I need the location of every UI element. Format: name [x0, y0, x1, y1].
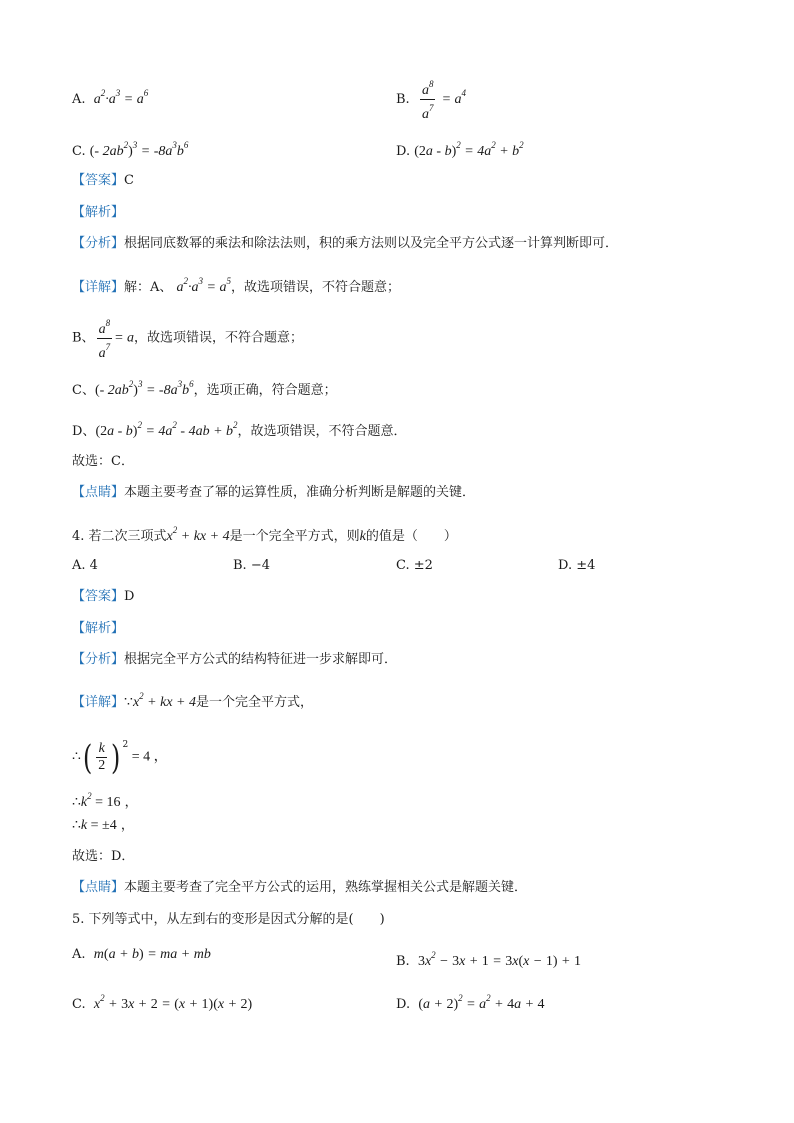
- math-expression: $x^2 + 3x + 2 = (x + 1)(x + 2)$: [93, 993, 253, 1012]
- math-expression: $a^2\cdot a^3 = a^6$: [93, 88, 149, 107]
- q3-detail-b: B、 $\frac{a^8}{a^7}$ = a，故选项错误，不符合题意；: [72, 315, 303, 362]
- math-expression: $(a + 2)^2 = a^2 + 4a + 4$: [418, 993, 545, 1012]
- q5-option-d: D. $(a + 2)^2 = a^2 + 4a + 4$: [396, 993, 545, 1012]
- q3-detail-a: 【详解】解：A、 $a^2\cdot a^3 = a^5$，故选项错误，不符合题意；: [72, 276, 401, 295]
- q4-option-a: A. 4: [72, 558, 98, 573]
- q4-choice: 故选：D．: [72, 849, 135, 864]
- q4-option-b: B. −4: [233, 558, 270, 573]
- q5-option-b: B. $3x^2 - 3x + 1 = 3x(x - 1) + 1$: [396, 950, 581, 969]
- math-expression: = $a^4$: [441, 88, 467, 107]
- q4-step-2: $\therefore k^2 = 16$ ，: [72, 791, 138, 810]
- math-expression: $x^2$ + kx + 4: [132, 691, 196, 710]
- math-expression: $x^2$ + kx + 4: [166, 525, 230, 544]
- fraction: $\frac{a^8}{a^7}$: [420, 76, 436, 123]
- math-expression: k = ±4: [80, 818, 117, 833]
- math-expression: $a^2\cdot a^3 = a^5$: [176, 276, 231, 295]
- q3-choice: 故选：C．: [72, 454, 134, 469]
- fraction: $\frac{k}{2}$: [98, 741, 106, 773]
- q4-comment: 【点睛】本题主要考查了完全平方公式的运用，熟练掌握相关公式是解题关键．: [72, 880, 528, 895]
- q4-jiexi-tag: 【解析】: [72, 621, 125, 636]
- math-expression: $3x^2 - 3x + 1 = 3x(x - 1) + 1$: [417, 950, 581, 969]
- q3-option-a: A. $a^2\cdot a^3 = a^6$: [72, 88, 149, 107]
- q4-stem: 4. 若二次三项式$x^2$ + kx + 4是一个完全平方式，则k的值是（ ）: [72, 525, 457, 544]
- q3-analysis: 【分析】根据同底数幂的乘法和除法法则，积的乘方法则以及完全平方公式逐一计算判断即可．: [72, 236, 619, 251]
- math-variable: k: [359, 529, 366, 544]
- q3-option-d: D. $(2a - b)^2 = 4a^2 + b^2$: [396, 140, 524, 159]
- q5-option-a: A. m(a + b) = ma + mb: [72, 947, 211, 962]
- math-expression: (- $2ab^2)^3 = -8a^3b^6$: [94, 379, 194, 398]
- math-expression: = a: [114, 330, 135, 346]
- fraction: $\frac{a^8}{a^7}$: [97, 315, 113, 362]
- q3-detail-c: C、(- $2ab^2)^3 = -8a^3b^6$，选项正确，符合题意；: [72, 379, 337, 398]
- q4-step-3: ∴k = ±4 ，: [72, 818, 134, 833]
- q5-stem: 5. 下列等式中，从左到右的变形是因式分解的是( ): [72, 912, 385, 927]
- math-expression: m(a + b) = ma + mb: [93, 947, 211, 962]
- q3-answer: 【答案】C: [72, 173, 134, 188]
- q4-step-1: ∴( $\frac{k}{2}$ ) $^2$ = 4 ，: [72, 737, 168, 778]
- q5-option-c: C. $x^2 + 3x + 2 = (x + 1)(x + 2)$: [72, 993, 253, 1012]
- q4-option-c: C. ±2: [396, 558, 433, 573]
- math-expression: $k^2 = 16$: [80, 791, 121, 810]
- q3-option-c: C. (- $2ab^2)^3 = -8a^3b^6$: [72, 140, 189, 159]
- q3-comment: 【点睛】本题主要考查了幂的运算性质，准确分析判断是解题的关键．: [72, 485, 476, 500]
- q3-detail-d: D、$(2a - b)^2 = 4a^2 - 4ab + b^2$，故选项错误，不符合题意．: [72, 420, 407, 439]
- math-expression: $(2a - b)^2 = 4a^2 + b^2$: [414, 140, 524, 159]
- q4-detail: 【详解】$\because x^2$ + kx + 4是一个完全平方式，: [72, 691, 313, 710]
- q3-option-b: B. $\frac{a^8}{a^7}$ = $a^4$: [396, 76, 466, 123]
- q4-analysis: 【分析】根据完全平方公式的结构特征进一步求解即可．: [72, 652, 398, 667]
- math-expression: (- $2ab^2)^3 = -8a^3b^6$: [89, 140, 189, 159]
- math-expression: $(2a - b)^2 = 4a^2 - 4ab + b^2$: [95, 420, 238, 439]
- q4-answer: 【答案】D: [72, 589, 135, 604]
- q3-jiexi-tag: 【解析】: [72, 205, 125, 220]
- q4-option-d: D. ±4: [558, 558, 596, 573]
